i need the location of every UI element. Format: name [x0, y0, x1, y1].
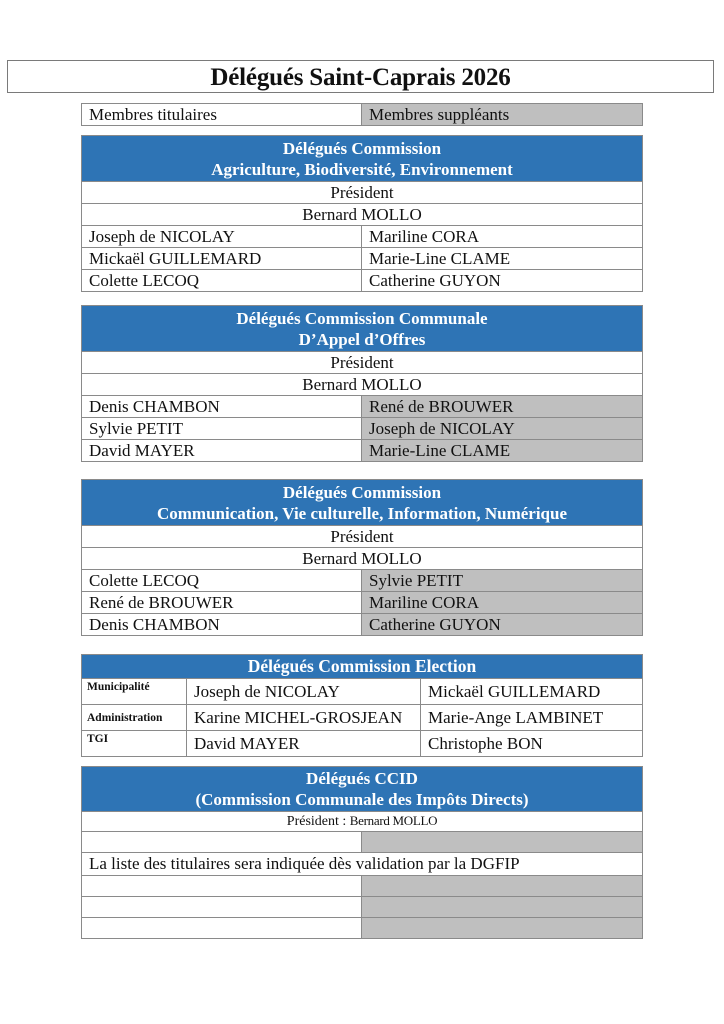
legend-table — [81, 103, 643, 126]
commission-title-line1: Délégués CCID — [306, 769, 418, 788]
election-member-1: Karine MICHEL-GROSJEAN — [187, 705, 421, 731]
commission-title-line2: D’Appel d’Offres — [298, 329, 426, 349]
titulaire-cell: Mickaël GUILLEMARD — [82, 248, 362, 270]
titulaire-cell-empty — [82, 876, 362, 897]
commission-header — [82, 306, 643, 352]
titulaire-cell: Colette LECOQ — [82, 570, 362, 592]
suppleant-cell: Mariline CORA — [362, 226, 643, 248]
empty-row — [82, 918, 643, 939]
commission-title: Délégués Commission Election — [247, 656, 477, 676]
titulaire-cell: Denis CHAMBON — [82, 614, 362, 636]
president-name: Bernard MOLLO — [82, 374, 643, 396]
suppleant-cell: Joseph de NICOLAY — [362, 418, 643, 440]
suppleant-cell: René de BROUWER — [362, 396, 643, 418]
suppleant-cell-empty — [362, 876, 643, 897]
commission-communication-table — [81, 479, 643, 636]
election-row — [82, 705, 643, 731]
president-label: Président : — [286, 814, 347, 829]
commission-header — [82, 136, 643, 182]
suppleant-cell: Sylvie PETIT — [362, 570, 643, 592]
titulaire-cell: Colette LECOQ — [82, 270, 362, 292]
suppleant-cell-empty — [362, 897, 643, 918]
suppleant-cell: Mariline CORA — [362, 592, 643, 614]
titulaire-cell-empty — [82, 897, 362, 918]
empty-row — [82, 897, 643, 918]
election-member-2: Marie-Ange LAMBINET — [421, 705, 643, 731]
empty-row — [82, 876, 643, 897]
commission-title-line1: Délégués Commission — [282, 138, 442, 158]
president-label: Président — [82, 352, 643, 374]
suppleant-cell: Marie-Line CLAME — [362, 440, 643, 462]
member-row — [82, 396, 643, 418]
commission-ccid-table — [81, 766, 643, 939]
election-row — [82, 679, 643, 705]
member-row — [82, 248, 643, 270]
page-title: Délégués Saint-Caprais 2026 — [210, 64, 511, 91]
legend-titulaires: Membres titulaires — [82, 104, 362, 126]
page-title-box — [7, 60, 714, 93]
commission-title-line2: (Commission Communale des Impôts Directs) — [195, 790, 529, 809]
president-label: Président — [82, 526, 643, 548]
commission-agriculture-table — [81, 135, 643, 292]
empty-row — [82, 832, 643, 853]
suppleant-cell: Marie-Line CLAME — [362, 248, 643, 270]
commission-title-line1: Délégués Commission Communale — [236, 308, 488, 328]
suppleant-cell: Catherine GUYON — [362, 270, 643, 292]
titulaire-cell: Sylvie PETIT — [82, 418, 362, 440]
suppleant-cell-empty — [362, 832, 643, 853]
president-name: Bernard MOLLO — [349, 813, 438, 828]
election-row-label: TGI — [82, 731, 187, 757]
president-name: Bernard MOLLO — [82, 548, 643, 570]
titulaire-cell: René de BROUWER — [82, 592, 362, 614]
legend-row — [82, 104, 643, 126]
commission-header — [82, 480, 643, 526]
commission-title-line2: Communication, Vie culturelle, Information, Numérique — [156, 503, 568, 523]
election-member-1: David MAYER — [187, 731, 421, 757]
legend-suppleants: Membres suppléants — [362, 104, 643, 126]
titulaire-cell-empty — [82, 918, 362, 939]
commission-election-table — [81, 654, 643, 757]
commission-header — [82, 655, 643, 679]
member-row — [82, 226, 643, 248]
commission-title-line1: Délégués Commission — [282, 482, 442, 502]
election-member-2: Christophe BON — [421, 731, 643, 757]
member-row — [82, 614, 643, 636]
member-row — [82, 592, 643, 614]
president-line — [82, 812, 643, 832]
titulaire-cell-empty — [82, 832, 362, 853]
member-row — [82, 418, 643, 440]
titulaire-cell: Denis CHAMBON — [82, 396, 362, 418]
member-row — [82, 440, 643, 462]
election-row-label: Municipalité — [82, 679, 187, 705]
titulaire-cell: David MAYER — [82, 440, 362, 462]
ccid-notice: La liste des titulaires sera indiquée dès validation par la DGFIP — [82, 853, 643, 876]
election-member-1: Joseph de NICOLAY — [187, 679, 421, 705]
election-row-label: Administration — [82, 705, 187, 731]
suppleant-cell: Catherine GUYON — [362, 614, 643, 636]
member-row — [82, 270, 643, 292]
election-member-2: Mickaël GUILLEMARD — [421, 679, 643, 705]
commission-title-line2: Agriculture, Biodiversité, Environnement — [211, 159, 513, 179]
suppleant-cell-empty — [362, 918, 643, 939]
president-label: Président — [82, 182, 643, 204]
election-row — [82, 731, 643, 757]
commission-appel-offres-table — [81, 305, 643, 462]
president-name: Bernard MOLLO — [82, 204, 643, 226]
member-row — [82, 570, 643, 592]
commission-header — [82, 767, 643, 812]
titulaire-cell: Joseph de NICOLAY — [82, 226, 362, 248]
